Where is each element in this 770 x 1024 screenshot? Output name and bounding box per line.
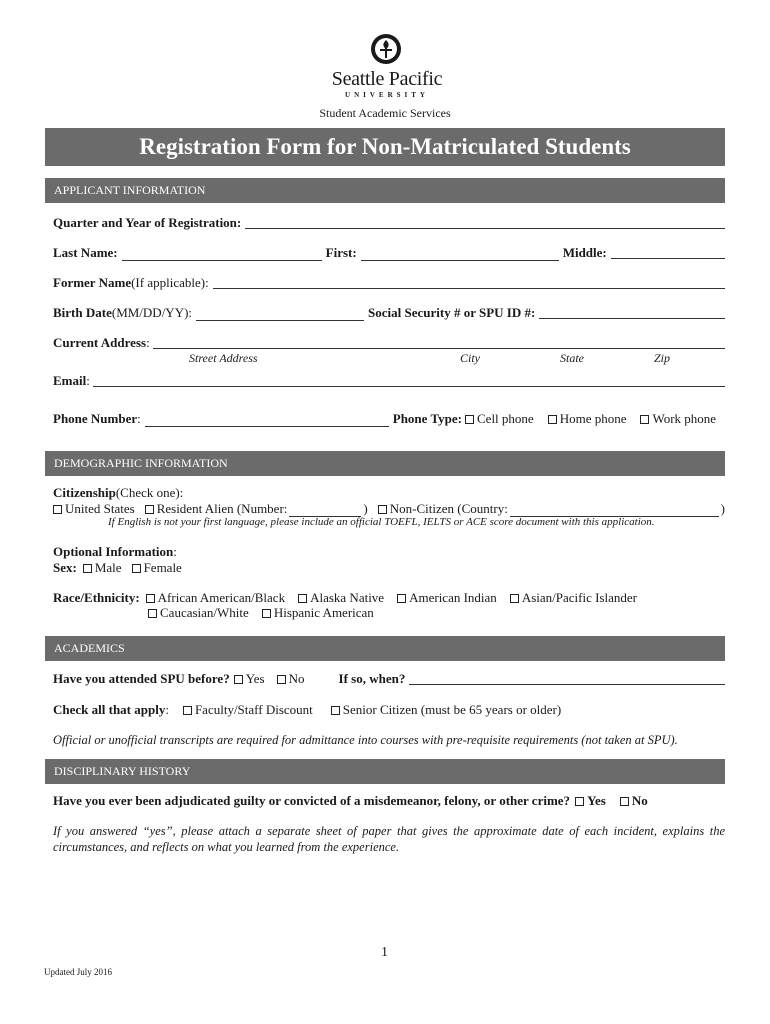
- race-asian-pacific-label: Asian/Pacific Islander: [521, 590, 637, 605]
- optional-colon: :: [173, 544, 177, 559]
- phone-type-home-label: Home phone: [559, 411, 627, 426]
- checkbox-icon: [148, 609, 157, 618]
- citizenship-noncitizen-label: Non-Citizen (Country:: [389, 501, 508, 516]
- sex-female-label: Female: [143, 560, 182, 575]
- address-colon: :: [146, 335, 150, 350]
- country-close-paren: ): [720, 501, 725, 516]
- university-logo: [325, 33, 449, 103]
- citizenship-heading: [53, 485, 183, 501]
- optional-heading: [53, 544, 177, 560]
- checkbox-icon: [277, 675, 286, 684]
- checkbox-icon: [234, 675, 243, 684]
- race-hispanic[interactable]: [262, 605, 374, 621]
- checkbox-icon: [397, 594, 406, 603]
- resident-close-paren: ): [363, 501, 368, 516]
- former-name-note: (If applicable):: [131, 275, 209, 290]
- phone-colon: :: [137, 411, 141, 426]
- first-name-field[interactable]: [361, 248, 559, 261]
- middle-name-field[interactable]: [611, 246, 725, 259]
- city-hint: City: [460, 351, 480, 365]
- when-field[interactable]: [409, 672, 725, 685]
- checkbox-icon: [378, 505, 387, 514]
- check-apply-label: Check all that apply: [53, 702, 166, 717]
- former-name-label: Former Name: [53, 275, 132, 290]
- phone-field[interactable]: [145, 414, 389, 427]
- race-african-american-label: African American/Black: [157, 590, 286, 605]
- attended-question: Have you attended SPU before?: [53, 671, 230, 686]
- race-label: Race/Ethnicity:: [53, 590, 140, 605]
- phone-row: [53, 411, 725, 427]
- optional-label: Optional Information: [53, 544, 174, 559]
- birth-date-field[interactable]: [196, 308, 364, 321]
- checkbox-icon: [183, 706, 192, 715]
- email-label: Email: [53, 373, 87, 388]
- crime-row: [53, 793, 648, 809]
- citizenship-us-label: United States: [65, 501, 135, 516]
- attended-yes-label: Yes: [245, 671, 265, 686]
- option-senior-citizen-label: Senior Citizen (must be 65 years or older): [342, 702, 562, 717]
- zip-hint: Zip: [654, 351, 671, 365]
- crime-yes-label: Yes: [587, 793, 606, 808]
- attended-yes[interactable]: [234, 671, 265, 687]
- phone-type-work[interactable]: [640, 411, 716, 427]
- checkbox-icon: [548, 415, 557, 424]
- last-name-label: Last Name:: [53, 245, 118, 260]
- birth-date-note: (MM/DD/YY):: [111, 305, 193, 320]
- english-note: If English is not your first language, please include an official TOEFL, IELTS or ACE score document with this application.: [108, 516, 655, 528]
- race-row-2: [148, 605, 374, 621]
- citizenship-resident[interactable]: [145, 501, 288, 517]
- checkbox-icon: [262, 609, 271, 618]
- quarter-field[interactable]: [245, 216, 725, 229]
- sex-female[interactable]: [132, 560, 182, 576]
- checkbox-icon: [83, 564, 92, 573]
- checkbox-icon: [298, 594, 307, 603]
- sex-label: Sex:: [53, 560, 77, 575]
- address-row: [53, 335, 725, 351]
- citizenship-label: Citizenship: [53, 485, 116, 500]
- address-label: Current Address: [53, 335, 147, 350]
- option-faculty-discount-label: Faculty/Staff Discount: [194, 702, 313, 717]
- race-alaska-native-label: Alaska Native: [310, 590, 385, 605]
- checkbox-icon: [620, 797, 629, 806]
- citizenship-resident-label: Resident Alien (Number:: [156, 501, 288, 516]
- former-name-row: [53, 275, 725, 291]
- birth-row: [53, 305, 725, 321]
- checkbox-icon: [53, 505, 62, 514]
- attended-no-label: No: [288, 671, 305, 686]
- checkbox-icon: [132, 564, 141, 573]
- checkbox-icon: [575, 797, 584, 806]
- sex-male-label: Male: [94, 560, 122, 575]
- crime-no-label: No: [631, 793, 648, 808]
- section-academics-header: ACADEMICS: [45, 636, 725, 661]
- race-american-indian-label: American Indian: [409, 590, 497, 605]
- section-disciplinary-header: DISCIPLINARY HISTORY: [45, 759, 725, 784]
- state-hint: State: [560, 351, 584, 365]
- race-row-1: [53, 590, 637, 606]
- logo-subtitle: UNIVERSITY: [345, 91, 429, 99]
- citizenship-note: (Check one):: [115, 485, 184, 500]
- sex-row: [53, 560, 182, 576]
- phone-type-home[interactable]: [548, 411, 627, 427]
- phone-type-work-label: Work phone: [652, 411, 717, 426]
- crime-note: If you answered “yes”, please attach a separate sheet of paper that gives the approximate date of each incident, explains the circumstances, and reflects on what you learned from the experience.: [53, 824, 725, 854]
- office-name: Student Academic Services: [319, 106, 451, 120]
- birth-date-label: Birth Date: [53, 305, 112, 320]
- attended-row: [53, 671, 725, 687]
- race-hispanic-label: Hispanic American: [273, 605, 374, 620]
- option-faculty-discount[interactable]: [183, 702, 313, 718]
- updated-date: Updated July 2016: [44, 967, 112, 977]
- race-alaska-native[interactable]: [298, 590, 384, 606]
- name-row: [53, 245, 725, 261]
- email-field[interactable]: [93, 374, 725, 387]
- option-senior-citizen[interactable]: [331, 702, 561, 718]
- phone-type-cell[interactable]: [465, 411, 534, 427]
- race-american-indian[interactable]: [397, 590, 497, 606]
- when-label: If so, when?: [338, 671, 406, 686]
- page-title: Registration Form for Non-Matriculated Students: [45, 128, 725, 166]
- checkbox-icon: [640, 415, 649, 424]
- race-caucasian[interactable]: [148, 605, 249, 621]
- former-name-field[interactable]: [213, 276, 725, 289]
- crime-no[interactable]: [620, 793, 648, 809]
- first-name-label: First:: [325, 245, 357, 260]
- section-demographic-header: DEMOGRAPHIC INFORMATION: [45, 451, 725, 476]
- seal-icon: [370, 33, 402, 65]
- check-apply-colon: :: [165, 702, 169, 717]
- phone-type-cell-label: Cell phone: [477, 411, 534, 426]
- quarter-label: Quarter and Year of Registration:: [53, 215, 242, 230]
- checkbox-icon: [145, 505, 154, 514]
- address-field[interactable]: [153, 336, 725, 349]
- checkbox-icon: [465, 415, 474, 424]
- citizenship-noncitizen[interactable]: [378, 501, 508, 517]
- ssn-label: Social Security # or SPU ID #:: [368, 305, 536, 320]
- citizenship-options: [53, 501, 725, 517]
- section-applicant-header: APPLICANT INFORMATION: [45, 178, 725, 203]
- race-caucasian-label: Caucasian/White: [160, 605, 249, 620]
- phone-type-label: Phone Type:: [392, 411, 462, 426]
- crime-yes[interactable]: [575, 793, 606, 809]
- checkbox-icon: [146, 594, 155, 603]
- transcript-note: Official or unofficial transcripts are required for admittance into courses with pre-requisite requirements (not taken at SPU).: [53, 733, 678, 747]
- race-asian-pacific[interactable]: [510, 590, 637, 606]
- checkbox-icon: [510, 594, 519, 603]
- logo-wordmark: Seattle Pacific: [331, 68, 443, 90]
- crime-question: Have you ever been adjudicated guilty or convicted of a misdemeanor, felony, or other crime?: [53, 793, 571, 808]
- street-hint: Street Address: [189, 351, 258, 365]
- middle-name-label: Middle:: [562, 245, 607, 260]
- sex-male[interactable]: [83, 560, 122, 576]
- check-apply-row: [53, 702, 561, 718]
- checkbox-icon: [331, 706, 340, 715]
- citizenship-us[interactable]: [53, 501, 135, 517]
- quarter-row: [53, 215, 725, 231]
- email-row: [53, 373, 725, 389]
- phone-label: Phone Number: [53, 411, 138, 426]
- page-number: 1: [381, 945, 388, 960]
- race-african-american[interactable]: [146, 590, 285, 606]
- attended-no[interactable]: [277, 671, 305, 687]
- email-colon: :: [86, 373, 90, 388]
- last-name-field[interactable]: [122, 248, 322, 261]
- ssn-field[interactable]: [539, 306, 725, 319]
